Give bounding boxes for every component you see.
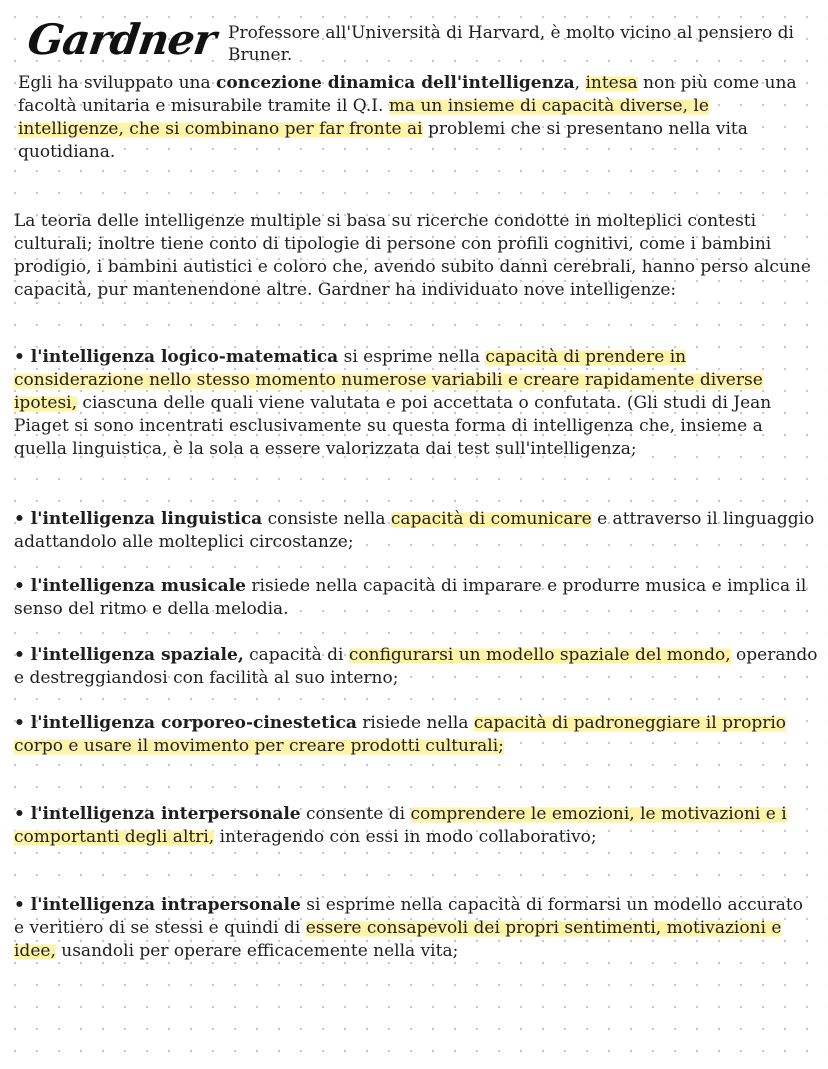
intro-bold: concezione dinamica dell'intelligenza	[216, 73, 575, 93]
bullet-text: usandoli per operare efficacemente nella vita;	[55, 941, 459, 961]
bullet-highlight: comprendere le emozioni, le motivazioni e i comportanti degli altri,	[14, 804, 787, 847]
bullet-highlight: capacità di padroneggiare il proprio corpo e usare il movimento per creare prodotti culturali;	[14, 713, 787, 756]
bullet-text: risiede nella capacità di imparare e produrre musica e implica il senso del ritmo e della melodia.	[14, 576, 807, 619]
intro-highlight-1: intesa	[585, 73, 638, 93]
bullet-highlight: configurarsi un modello spaziale del mondo,	[348, 645, 731, 665]
bullet-corporeo-cinestetica	[14, 712, 818, 758]
bullet-musicale	[14, 575, 818, 621]
bullet-text: operando e destreggiandosi con facilità al suo interno;	[14, 645, 818, 688]
bullet-term: • l'intelligenza interpersonale	[14, 804, 301, 824]
page-title: Gardner	[24, 15, 219, 64]
intro-paragraph	[18, 72, 818, 164]
bullet-text: si esprime nella capacità di formarsi un modello accurato e veritiero di se stessi e quindi di	[14, 895, 803, 938]
intro-text-4: problemi che si presentano nella vita quotidiana.	[18, 119, 748, 162]
bullet-highlight: capacità di comunicare	[390, 509, 592, 529]
bullet-highlight: essere consapevoli dei propri sentimenti, motivazioni e idee,	[14, 918, 782, 961]
intro-highlight-2: ma un insieme di capacità diverse, le intelligenze, che si combinano per far fronte ai	[18, 96, 709, 139]
bullet-highlight: capacità di prendere in considerazione nello stesso momento numerose variabili e creare rapidamente diverse ipotesi,	[14, 347, 763, 413]
bullet-linguistica	[14, 508, 818, 554]
bullet-text: risiede nella	[356, 713, 474, 733]
bullet-text: capacità di	[243, 645, 349, 665]
bullet-term: • l'intelligenza musicale	[14, 576, 246, 596]
bullet-text: e attraverso il linguaggio adattandolo alle molteplici circostanze;	[14, 509, 815, 552]
bullet-interpersonale	[14, 803, 818, 849]
bullet-text: consente di	[300, 804, 411, 824]
bullet-term: • l'intelligenza linguistica	[14, 509, 263, 529]
bullet-logico-matematica	[14, 346, 818, 461]
intro-text-3: non più come una facoltà unitaria e misurabile tramite il Q.I.	[18, 73, 797, 116]
bullet-text: ciascuna delle quali viene valutata e poi accettata o confutata. (Gli studi di Jean Piaget si sono incentrati esclusivamente su questa forma di intelligenza che, insieme a quella linguistica, è la sola a essere valorizzata dai test sull'intelligenza;	[14, 393, 772, 459]
bullet-spaziale	[14, 644, 818, 690]
bullet-text: interagendo con essi in modo collaborativo;	[214, 827, 597, 847]
bullet-term: • l'intelligenza logico-matematica	[14, 347, 339, 367]
bullet-term: • l'intelligenza intrapersonale	[14, 895, 301, 915]
bullet-term: • l'intelligenza corporeo-cinestetica	[14, 713, 357, 733]
bullet-term: • l'intelligenza spaziale,	[14, 645, 244, 665]
bullet-text: consiste nella	[262, 509, 391, 529]
intro-text-1: Egli ha sviluppato una	[18, 73, 217, 93]
bullet-text: si esprime nella	[338, 347, 486, 367]
theory-paragraph: La teoria delle intelligenze multiple si basa su ricerche condotte in molteplici contesti culturali; inoltre tiene conto di tipologie di persone con profili cognitivi, come i bambini prodigio, i bambini autistici e coloro che, avendo subito danni cerebrali, hanno perso alcune capacità, pur mantenendone altre. Gardner ha individuato nove intelligenze:	[14, 211, 811, 300]
bullet-intrapersonale	[14, 894, 818, 963]
author-subtitle: Professore all'Università di Harvard, è molto vicino al pensiero di Bruner.	[228, 23, 794, 65]
intro-text-2: ,	[574, 73, 586, 93]
